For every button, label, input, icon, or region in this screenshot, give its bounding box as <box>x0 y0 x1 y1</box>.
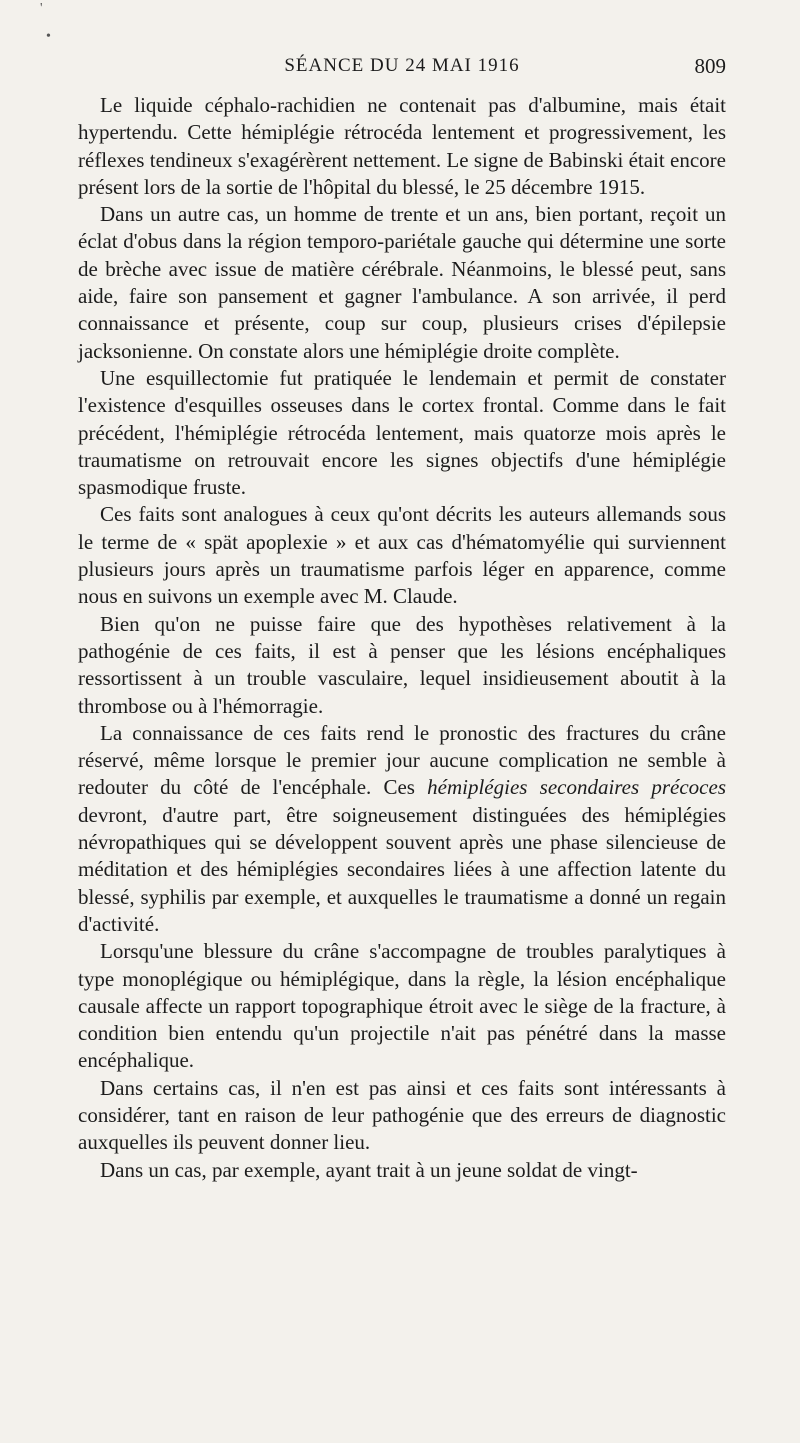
paragraph: Bien qu'on ne puisse faire que des hypothèses relativement à la pathogénie de ces faits, il est à penser que les lésions encéphaliques ressortissent à un trouble vasculaire, lequel insidieusement aboutit à la thrombose ou à l'hémorragie. <box>78 611 726 718</box>
paragraph: Dans un cas, par exemple, ayant trait à un jeune soldat de vingt- <box>100 1157 638 1182</box>
running-title: SÉANCE DU 24 MAI 1916 <box>284 55 520 76</box>
margin-speck: • <box>46 29 51 44</box>
paragraph: Lorsqu'une blessure du crâne s'accompagne de troubles paralytiques à type monoplégique ou hémiplégique, dans la règle, la lésion encéphalique causale affecte un rapport topographique étroit avec le siège de la fracture, à condition bien entendu qu'un projectile n'ait pas pénétré dans la masse encéphalique. <box>78 939 726 1073</box>
margin-speck: ' <box>40 1 43 16</box>
paragraph: Ces faits sont analogues à ceux qu'ont décrits les auteurs allemands sous le terme de « spät apoplexie » et aux cas d'hématomyélie qui surviennent plusieurs jours après un traumatisme parfois léger en apparence, comme nous en suivons un exemple avec M. Claude. <box>78 502 726 609</box>
paragraph-text: La connaissance de ces faits rend le pronostic des fractures du crâne réservé, même lorsque le premier jour aucune complication ne semble à redouter du côté de l'encéphale. Ces <box>78 720 726 800</box>
paragraph <box>78 720 726 938</box>
paragraph-text: devront, d'autre part, être soigneusement distinguées des hémiplégies névropathiques qui se développent souvent après une phase silencieuse de méditation et des hémiplégies secondaires liées à une affection latente du blessé, syphilis par exemple, et auxquelles le traumatisme a donné un regain d'activité. <box>78 802 726 936</box>
italic-term: hémiplégies secondaires précoces <box>427 775 726 800</box>
running-header <box>78 52 726 80</box>
paragraph: Dans certains cas, il n'en est pas ainsi et ces faits sont intéressants à considérer, tant en raison de leur pathogénie que des erreurs de diagnostic auxquelles ils peuvent donner lieu. <box>78 1075 726 1155</box>
paragraph: Une esquillectomie fut pratiquée le lendemain et permit de constater l'existence d'esquilles osseuses dans le cortex frontal. Comme dans le fait précédent, l'hémiplégie rétrocéda lentement, mais quatorze mois après le traumatisme on retrouvait encore les signes objectifs d'une hémiplégie spasmodique fruste. <box>78 365 726 500</box>
body-text <box>78 92 726 1184</box>
paragraph: Dans un autre cas, un homme de trente et un ans, bien portant, reçoit un éclat d'obus dans la région temporo-pariétale gauche qui détermine une sorte de brèche avec issue de matière cérébrale. Néanmoins, le blessé peut, sans aide, faire son pansement et gagner l'ambulance. A son arrivée, il perd connaissance et présente, coup sur coup, plusieurs crises d'épilepsie jacksonienne. On constate alors une hémiplégie droite complète. <box>78 202 726 363</box>
paragraph: Le liquide céphalo-rachidien ne contenait pas d'albumine, mais était hypertendu. Cette hémiplégie rétrocéda lentement et progressivement, les réflexes tendineux s'exagérèrent nettement. Le signe de Babinski était encore présent lors de la sortie de l'hôpital du blessé, le 25 décembre 1915. <box>78 93 726 199</box>
page-number: 809 <box>694 54 726 78</box>
